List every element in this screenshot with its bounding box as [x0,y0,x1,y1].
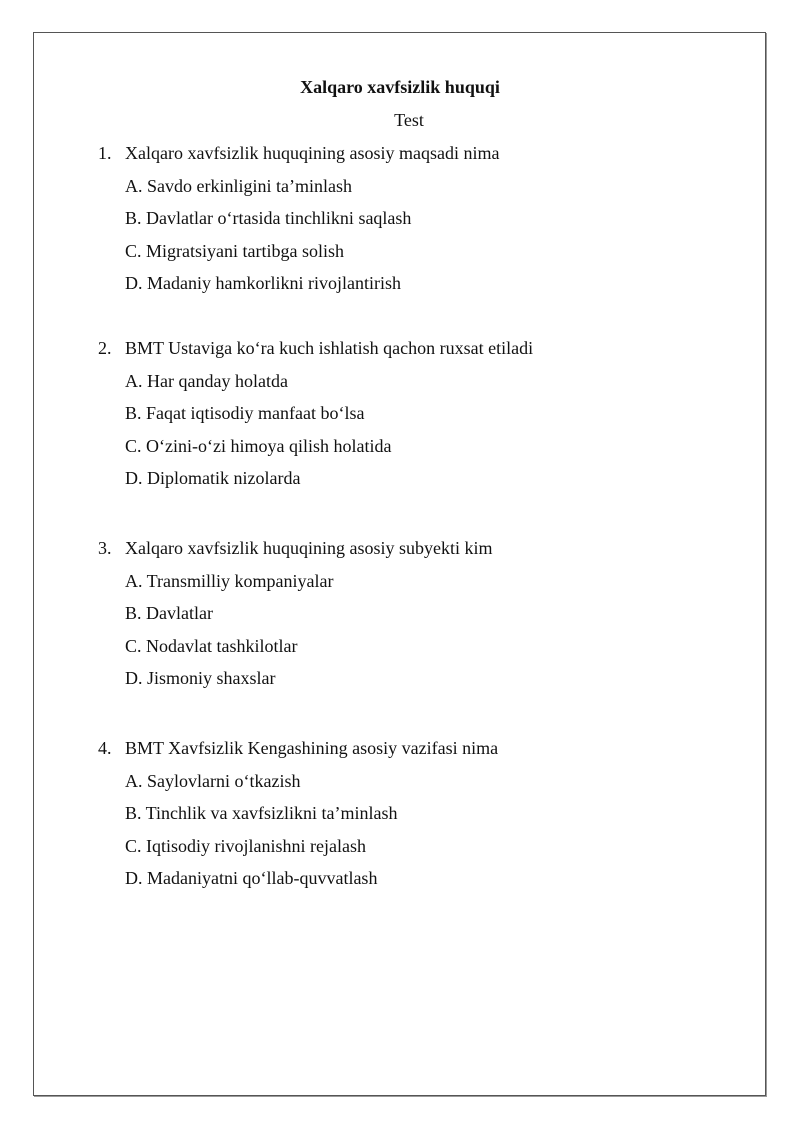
answer-option-d [0,867,800,889]
answer-option-a [0,175,800,197]
option-text: D. Madaniyatni qo‘llab-quvvatlash [125,868,378,888]
option-text: A. Transmilliy kompaniyalar [125,570,334,591]
option-text: D. Madaniy hamkorlikni rivojlantirish [125,273,401,293]
question-number: 4. [98,738,112,758]
option-text: A. Saylovlarni o‘tkazish [125,770,301,791]
question-3 [0,537,800,689]
option-text: A. Har qanday holatda [125,370,288,391]
answer-option-a [0,570,800,592]
option-text: B. Faqat iqtisodiy manfaat bo‘lsa [125,403,365,423]
option-text: B. Tinchlik va xavfsizlikni ta’minlash [125,803,398,823]
question-text: Xalqaro xavfsizlik huquqining asosiy subyekti kim [125,538,493,558]
answer-option-b [0,602,800,624]
answer-option-b [0,402,800,424]
option-text: C. Migratsiyani tartibga solish [125,240,344,261]
question-text: BMT Xavfsizlik Kengashining asosiy vazifasi nima [125,738,499,758]
question-2 [0,337,800,489]
answer-option-d [0,467,800,489]
document-subtitle: Test [394,110,424,130]
answer-option-c [0,635,800,657]
question-1 [0,142,800,294]
option-text: B. Davlatlar o‘rtasida tinchlikni saqlash [125,208,412,228]
question-4 [0,737,800,889]
answer-option-b [0,207,800,229]
answer-option-c [0,435,800,457]
answer-option-c [0,240,800,262]
answer-option-d [0,667,800,689]
question-number: 2. [98,338,112,358]
option-text: C. Nodavlat tashkilotlar [125,635,298,656]
question-number: 1. [98,143,112,163]
answer-option-c [0,835,800,857]
answer-option-b [0,802,800,824]
document-title: Xalqaro xavfsizlik huquqi [300,77,500,97]
question-text: Xalqaro xavfsizlik huquqining asosiy maqsadi nima [125,143,500,163]
option-text: C. Iqtisodiy rivojlanishni rejalash [125,835,366,856]
option-text: B. Davlatlar [125,603,213,623]
answer-option-a [0,370,800,392]
answer-option-d [0,272,800,294]
option-text: D. Diplomatik nizolarda [125,468,301,488]
option-text: D. Jismoniy shaxslar [125,668,276,688]
option-text: C. O‘zini-o‘zi himoya qilish holatida [125,435,392,456]
option-text: A. Savdo erkinligini ta’minlash [125,175,352,196]
question-text: BMT Ustaviga ko‘ra kuch ishlatish qachon ruxsat etiladi [125,338,534,358]
answer-option-a [0,770,800,792]
question-number: 3. [98,538,112,558]
